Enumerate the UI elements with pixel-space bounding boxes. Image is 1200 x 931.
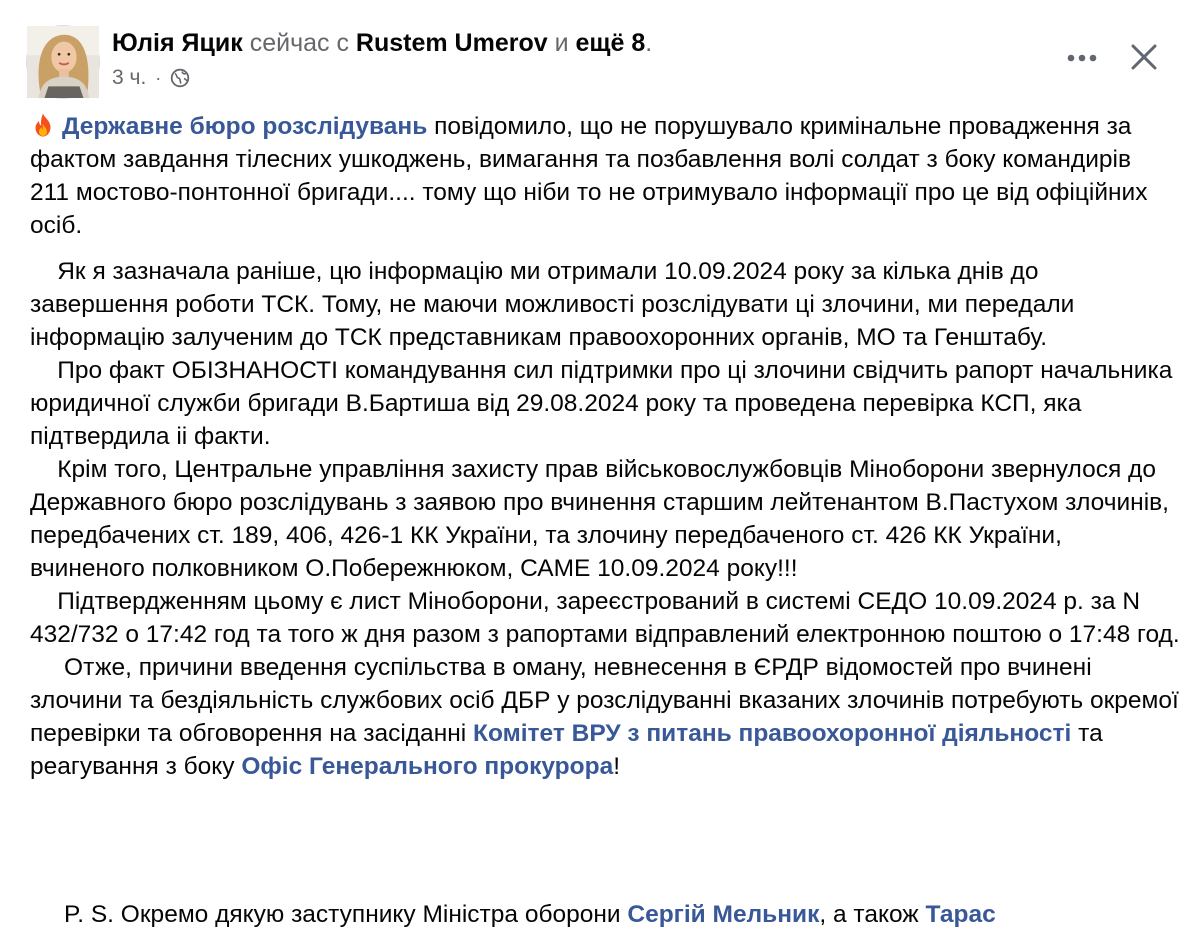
link-committee[interactable]: Комітет ВРУ з питань правоохоронної діяльності bbox=[473, 720, 1072, 747]
author-name[interactable]: Юлія Яцик bbox=[112, 29, 243, 57]
header-conjunction: и bbox=[554, 29, 569, 57]
more-horizontal-icon bbox=[1067, 54, 1097, 62]
header-trailing: . bbox=[645, 29, 653, 57]
paragraph-6-text-3: ! bbox=[613, 753, 621, 780]
close-icon bbox=[1130, 43, 1158, 71]
avatar-image bbox=[27, 26, 99, 98]
author-avatar[interactable] bbox=[26, 25, 100, 99]
link-taras[interactable]: Тарас bbox=[925, 901, 996, 928]
header-status: сейчас с bbox=[249, 29, 349, 57]
meta-separator: · bbox=[155, 68, 162, 88]
tagged-others[interactable]: ещё 8 bbox=[575, 29, 646, 57]
post-meta bbox=[112, 64, 190, 92]
paragraph-5: Підтвердженням цьому є лист Міноборони, зареєстрований в системі СЕДО 10.09.2024 р. за N 432/732 о 17:42 год та того ж дня разом з рапортами відправлений електронною поштою о 17:48 год. bbox=[30, 588, 1180, 648]
post-time[interactable]: 3 ч. bbox=[112, 66, 147, 89]
paragraph-7-clipped bbox=[30, 898, 1180, 931]
more-options-button[interactable] bbox=[1060, 40, 1104, 76]
paragraph-7-text-1: P. S. Окремо дякую заступнику Міністра оборони bbox=[30, 901, 628, 928]
globe-icon[interactable] bbox=[170, 68, 190, 88]
link-dbr[interactable]: Державне бюро розслідувань bbox=[62, 113, 428, 140]
tagged-person[interactable]: Rustem Umerov bbox=[355, 29, 548, 57]
paragraph-6 bbox=[30, 651, 1186, 783]
paragraph-3: Про факт ОБІЗНАНОСТІ командування сил підтримки про ці злочини свідчить рапорт начальника юридичної служби бригади В.Бартиша від 29.08.2024 року та проведена перевірка КСП, яка підтвердила іі факти. bbox=[30, 357, 1180, 450]
paragraph-1 bbox=[30, 110, 1180, 242]
paragraph-4: Крім того, Центральне управління захисту прав військовослужбовців Міноборони звернулося до Державного бюро розслідувань з заявою про вчинення старшим лейтенантом В.Пастухом злочинів, передбачених ст. 189, 406, 426-1 КК України, та злочину передбаченого ст. 426 КК України, вчиненого полковником О.Побережнюком, САМЕ 10.09.2024 року!!! bbox=[30, 456, 1176, 582]
link-melnyk[interactable]: Сергій Мельник bbox=[627, 901, 820, 928]
paragraph-7-text-2: , а також bbox=[819, 901, 926, 928]
paragraph-2: Як я зазначала раніше, цю інформацію ми отримали 10.09.2024 року за кілька днів до завершення роботи ТСК. Тому, не маючи можливості розслідувати ці злочини, ми передали інформацію залученим до ТСК представникам правоохоронних органів, МО та Генштабу. bbox=[30, 258, 1082, 351]
paragraph-6-text-1: Отже, причини введення суспільства в оману, невнесення в ЄРДР відомостей про вчинені злочини та бездіяльність службових осіб ДБР у розслідуванні вказаних злочинів потребують окремої перевірки та обговорення на засіданні bbox=[30, 654, 1186, 747]
post-body bbox=[30, 110, 1186, 783]
close-button[interactable] bbox=[1121, 34, 1167, 80]
post-header bbox=[112, 27, 652, 59]
link-prosecutor-office[interactable]: Офіс Генерального прокурора bbox=[241, 753, 614, 780]
paragraph-1-text: повідомило, що не порушувало кримінальне провадження за фактом завдання тілесних ушкоджень, вимагання та позбавлення волі солдат з боку командирів 211 мостово-понтонної бригади.... тому що ніби то не отримувало інформації про це від офіційних осіб. bbox=[30, 113, 1155, 239]
fire-icon bbox=[30, 112, 56, 138]
paragraph-6-text-2: та реагування з боку bbox=[30, 720, 1110, 780]
